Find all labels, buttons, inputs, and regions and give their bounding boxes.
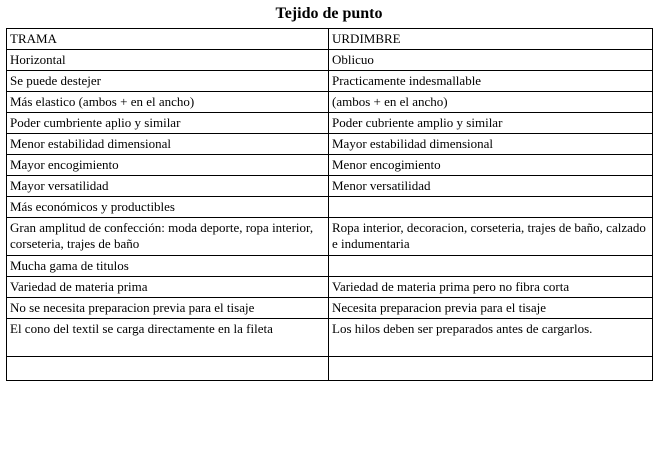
cell-trama: Poder cumbriente aplio y similar [7,113,329,134]
cell-urdimbre: (ambos + en el ancho) [329,92,653,113]
cell-trama [7,357,329,381]
cell-urdimbre: Mayor estabilidad dimensional [329,134,653,155]
cell-trama: Mayor versatilidad [7,176,329,197]
cell-urdimbre: Los hilos deben ser preparados antes de cargarlos. [329,319,653,357]
cell-urdimbre: Menor encogimiento [329,155,653,176]
cell-urdimbre: Poder cubriente amplio y similar [329,113,653,134]
table-row [7,218,653,256]
cell-urdimbre: Menor versatilidad [329,176,653,197]
cell-trama: No se necesita preparacion previa para el tisaje [7,298,329,319]
table-header-row [7,29,653,50]
cell-trama: Horizontal [7,50,329,71]
cell-urdimbre: Necesita preparacion previa para el tisaje [329,298,653,319]
table-row [7,197,653,218]
cell-trama: Mucha gama de titulos [7,256,329,277]
table-row [7,113,653,134]
cell-trama: Gran amplitud de confección: moda deporte, ropa interior, corseteria, trajes de baño [7,218,329,256]
cell-trama: Se puede destejer [7,71,329,92]
cell-trama: Mayor encogimiento [7,155,329,176]
cell-urdimbre [329,256,653,277]
cell-urdimbre [329,197,653,218]
header-trama: TRAMA [7,29,329,50]
table-row [7,319,653,357]
cell-urdimbre: Variedad de materia prima pero no fibra corta [329,277,653,298]
cell-trama: El cono del textil se carga directamente en la fileta [7,319,329,357]
comparison-table [6,28,653,381]
table-row [7,256,653,277]
table-row [7,50,653,71]
table-row [7,71,653,92]
table-row [7,176,653,197]
table-row [7,134,653,155]
cell-urdimbre [329,357,653,381]
cell-trama: Más elastico (ambos + en el ancho) [7,92,329,113]
table-row [7,92,653,113]
cell-urdimbre: Ropa interior, decoracion, corseteria, trajes de baño, calzado e indumentaria [329,218,653,256]
header-urdimbre: URDIMBRE [329,29,653,50]
cell-trama: Más económicos y productibles [7,197,329,218]
table-row [7,277,653,298]
document-title: Tejido de punto [275,5,383,22]
cell-urdimbre: Practicamente indesmallable [329,71,653,92]
cell-urdimbre: Oblicuo [329,50,653,71]
table-row [7,298,653,319]
table-row [7,155,653,176]
cell-trama: Menor estabilidad dimensional [7,134,329,155]
cell-trama: Variedad de materia prima [7,277,329,298]
table-row [7,357,653,381]
